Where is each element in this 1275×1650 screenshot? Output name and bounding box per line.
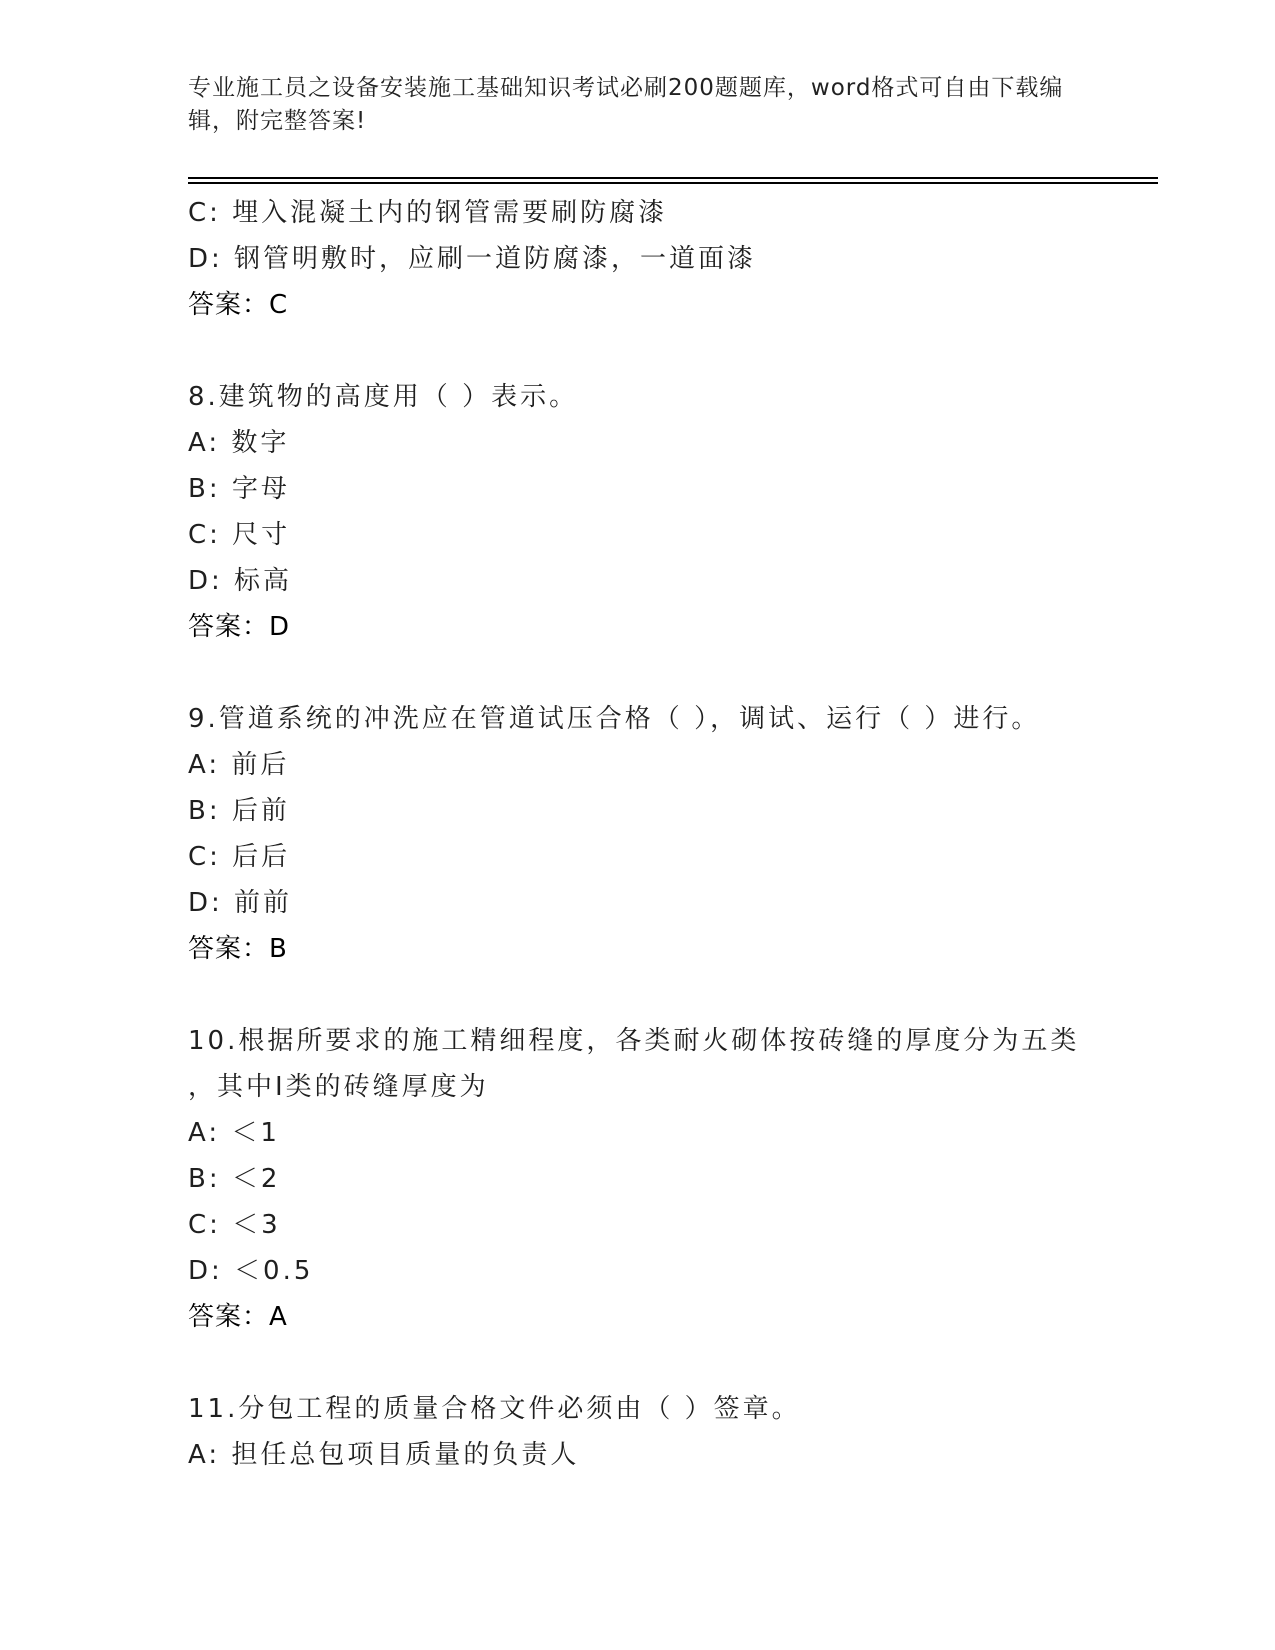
page-header <box>188 72 1068 138</box>
option-a: A: ＜1 <box>188 1118 280 1148</box>
option-d: D: ＜0.5 <box>188 1256 314 1286</box>
option-a: A: 担任总包项目质量的负责人 <box>188 1440 580 1470</box>
spacer <box>188 650 1088 696</box>
question-text-line-2: ，其中Ⅰ类的砖缝厚度为 <box>188 1072 489 1102</box>
answer: 答案：C <box>188 290 289 320</box>
header-rule-bottom <box>188 182 1158 184</box>
question-11 <box>188 1386 1088 1478</box>
question-text: 9.管道系统的冲洗应在管道试压合格（ ），调试、运行（ ）进行。 <box>188 704 1041 734</box>
spacer <box>188 972 1088 1018</box>
option-c: C: ＜3 <box>188 1210 281 1240</box>
option-c: C: 尺寸 <box>188 520 291 550</box>
spacer <box>188 1340 1088 1386</box>
question-10 <box>188 1018 1088 1340</box>
question-text: 11.分包工程的质量合格文件必须由（ ）签章。 <box>188 1394 801 1424</box>
option-a: A: 前后 <box>188 750 290 780</box>
option-b: B: ＜2 <box>188 1164 281 1194</box>
option-d: D: 标高 <box>188 566 293 596</box>
answer: 答案：A <box>188 1302 288 1332</box>
question-text: 8.建筑物的高度用（ ）表示。 <box>188 382 579 412</box>
question-7-tail <box>188 190 1088 328</box>
question-8 <box>188 374 1088 650</box>
question-9 <box>188 696 1088 972</box>
option-b: B: 字母 <box>188 474 290 504</box>
spacer <box>188 328 1088 374</box>
option-c: C: 埋入混凝土内的钢管需要刷防腐漆 <box>188 198 668 228</box>
option-a: A: 数字 <box>188 428 290 458</box>
document-title: 专业施工员之设备安装施工基础知识考试必刷200题题库，word格式可自由下载编辑，附完整答案! <box>188 75 1064 134</box>
header-rule-top <box>188 177 1158 179</box>
option-d: D: 钢管明敷时，应刷一道防腐漆，一道面漆 <box>188 244 757 274</box>
question-list <box>188 190 1088 1478</box>
option-b: B: 后前 <box>188 796 290 826</box>
question-text-line-1: 10.根据所要求的施工精细程度，各类耐火砌体按砖缝的厚度分为五类 <box>188 1026 1080 1056</box>
answer: 答案：B <box>188 934 288 964</box>
answer: 答案：D <box>188 612 291 642</box>
option-c: C: 后后 <box>188 842 291 872</box>
option-d: D: 前前 <box>188 888 293 918</box>
